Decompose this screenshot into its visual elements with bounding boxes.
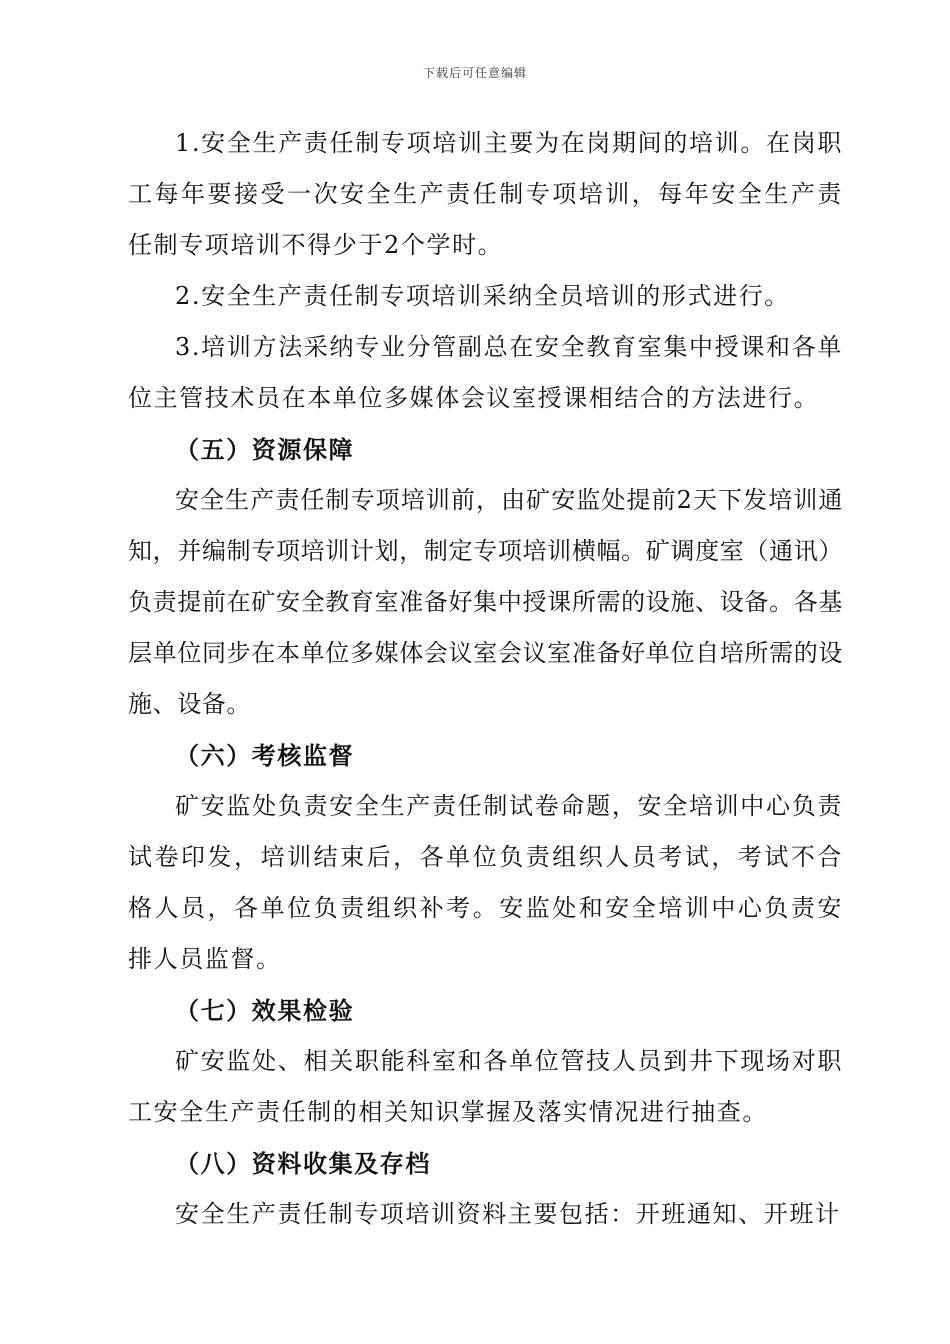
- paragraph-1: 1.安全生产责任制专项培训主要为在岗期间的培训。在岗职工每年要接受一次安全生产责任制专项培训，每年安全生产责任制专项培训不得少于2个学时。: [128, 129, 843, 259]
- section-heading-resources: （五）资源保障: [175, 435, 355, 464]
- paragraph-2: 2.安全生产责任制专项培训采纳全员培训的形式进行。: [175, 282, 790, 310]
- paragraph-resources: 安全生产责任制专项培训前，由矿安监处提前2天下发培训通知，并编制专项培训计划，制定专项培训横幅。矿调度室（通讯）负责提前在矿安全教育室准备好集中授课所需的设施、设备。各基层单位同步在本单位多媒体会议室会议室准备好单位自培所需的设施、设备。: [128, 486, 843, 718]
- header-note: 下载后可任意编辑: [422, 66, 527, 80]
- paragraph-assessment: 矿安监处负责安全生产责任制试卷命题，安全培训中心负责试卷印发，培训结束后，各单位负责组织人员考试，考试不合格人员，各单位负责组织补考。安监处和安全培训中心负责安排人员监督。: [128, 792, 843, 973]
- section-heading-effect: （七）效果检验: [175, 996, 355, 1025]
- document-body: [128, 118, 843, 1240]
- paragraph-3: 3.培训方法采纳专业分管副总在安全教育室集中授课和各单位主管技术员在本单位多媒体会议室授课相结合的方法进行。: [128, 333, 843, 412]
- section-heading-archive: （八）资料收集及存档: [175, 1149, 431, 1178]
- paragraph-effect: 矿安监处、相关职能科室和各单位管技人员到井下现场对职工安全生产责任制的相关知识掌握及落实情况进行抽查。: [128, 1047, 843, 1126]
- section-heading-assessment: （六）考核监督: [175, 741, 355, 770]
- paragraph-archive: 安全生产责任制专项培训资料主要包括：开班通知、开班计: [175, 1200, 841, 1228]
